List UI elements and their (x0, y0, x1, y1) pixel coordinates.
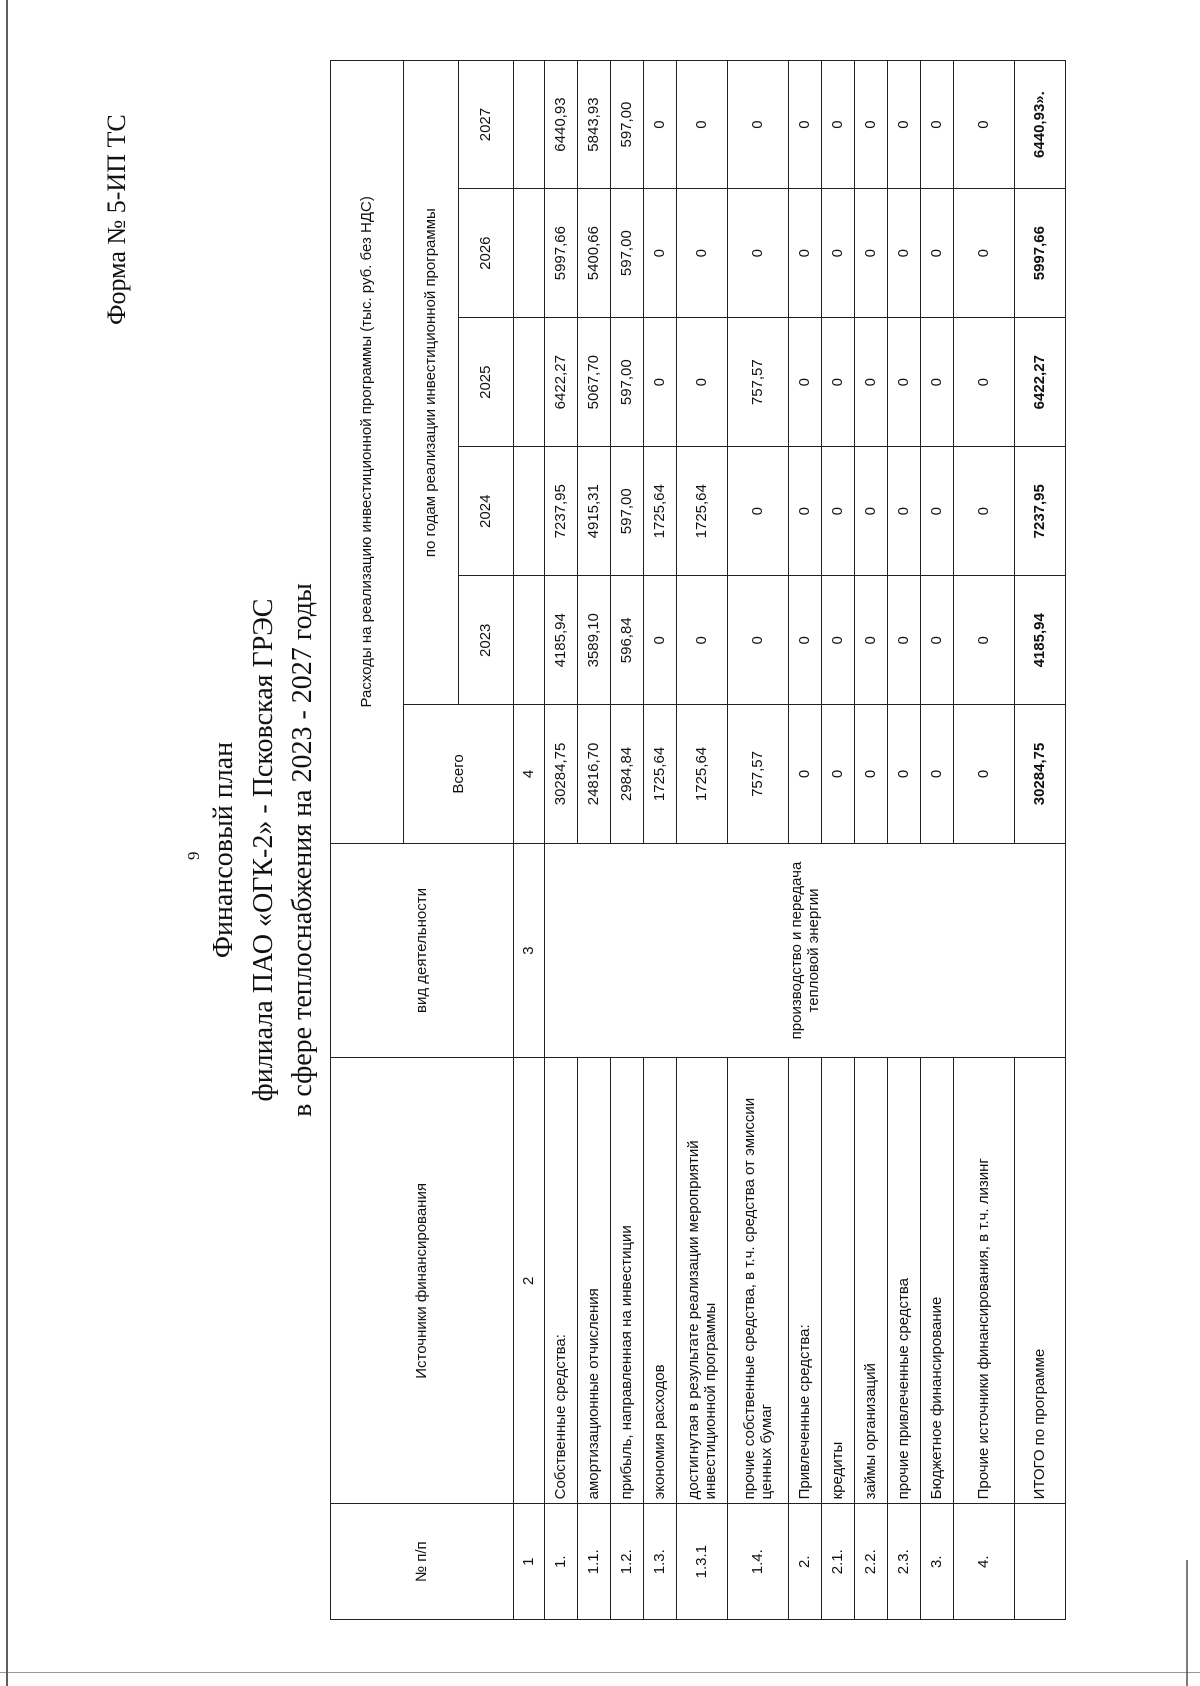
row-name: прочие привлеченные средства (888, 1058, 921, 1504)
row-value: 7237,95 (545, 447, 578, 576)
row-value: 1725,64 (677, 447, 728, 576)
row-total: 24816,70 (578, 705, 611, 843)
header-expenses: Расходы на реализацию инвестиционной программы (тыс. руб. без НДС) (331, 61, 404, 844)
row-value: 0 (644, 61, 677, 189)
row-value: 0 (855, 576, 888, 705)
row-value: 5997,66 (545, 189, 578, 318)
row-value: 0 (888, 576, 921, 705)
row-value: 0 (728, 189, 789, 318)
row-total: 0 (921, 705, 954, 843)
scan-edge-right (1186, 1560, 1188, 1686)
table-row (644, 61, 677, 1620)
row-name: достигнутая в результате реализации мероприятий инвестиционной программы (677, 1058, 728, 1504)
empty-cell (514, 189, 545, 318)
row-value: 0 (921, 318, 954, 447)
row-num: 1.3. (644, 1504, 677, 1620)
row-total: 0 (855, 705, 888, 843)
row-value: 5067,70 (578, 318, 611, 447)
row-value: 5400,66 (578, 189, 611, 318)
row-value: 597,00 (611, 318, 644, 447)
row-value: 0 (789, 61, 822, 189)
page-number: 9 (184, 851, 203, 860)
scan-edge-left (6, 0, 8, 1686)
row-value: 0 (855, 318, 888, 447)
row-num: 2.1. (822, 1504, 855, 1620)
title-line-3: в сфере теплоснабжения на 2023 - 2027 годы (287, 583, 318, 1117)
row-value: 0 (822, 61, 855, 189)
row-value: 0 (921, 447, 954, 576)
row-value: 0 (789, 576, 822, 705)
row-value: 0 (822, 189, 855, 318)
col-number: 2 (514, 1058, 545, 1504)
row-num: 1.1. (578, 1504, 611, 1620)
row-value: 0 (855, 447, 888, 576)
row-value: 0 (954, 576, 1015, 705)
total-row-value: 6440,93». (1015, 61, 1066, 189)
row-name: амортизационные отчисления (578, 1058, 611, 1504)
total-row-value: 6422,27 (1015, 318, 1066, 447)
table-row (611, 61, 644, 1620)
row-value: 0 (888, 189, 921, 318)
col-number: 3 (514, 843, 545, 1058)
empty-cell (1015, 1504, 1066, 1620)
header-year: 2026 (459, 189, 514, 318)
row-value: 0 (644, 318, 677, 447)
row-value: 0 (954, 447, 1015, 576)
table-row (789, 61, 822, 1620)
empty-cell (514, 447, 545, 576)
row-value: 0 (822, 447, 855, 576)
row-name: экономия расходов (644, 1058, 677, 1504)
table-row (578, 61, 611, 1620)
col-number: 4 (514, 705, 545, 843)
row-value: 0 (954, 318, 1015, 447)
row-value: 597,00 (611, 61, 644, 189)
row-value: 0 (789, 189, 822, 318)
total-row (1015, 61, 1066, 1620)
row-value: 6422,27 (545, 318, 578, 447)
row-value: 1725,64 (644, 447, 677, 576)
row-value: 0 (789, 447, 822, 576)
table-row (888, 61, 921, 1620)
table-row (954, 61, 1015, 1620)
row-total: 0 (954, 705, 1015, 843)
row-name: займы организаций (855, 1058, 888, 1504)
col-number: 1 (514, 1504, 545, 1620)
row-value: 0 (855, 189, 888, 318)
row-num: 1.2. (611, 1504, 644, 1620)
total-row-value: 7237,95 (1015, 447, 1066, 576)
row-value: 597,00 (611, 447, 644, 576)
row-num: 4. (954, 1504, 1015, 1620)
form-label: Форма № 5-ИП ТС (102, 114, 131, 325)
row-value: 0 (822, 576, 855, 705)
row-value: 0 (677, 318, 728, 447)
row-name: кредиты (822, 1058, 855, 1504)
header-year: 2023 (459, 576, 514, 705)
table-row (545, 61, 578, 1620)
row-name: прочие собственные средства, в т.ч. средства от эмиссии ценных бумаг (728, 1058, 789, 1504)
row-total: 0 (822, 705, 855, 843)
empty-cell (514, 576, 545, 705)
row-value: 597,00 (611, 189, 644, 318)
header-total: Всего (404, 705, 514, 843)
row-num: 1. (545, 1504, 578, 1620)
title-line-2: филиала ПАО «ОГК-2» - Псковская ГРЭС (248, 598, 279, 1102)
row-value: 0 (677, 61, 728, 189)
table-row (921, 61, 954, 1620)
table-row (855, 61, 888, 1620)
row-value: 0 (728, 576, 789, 705)
row-value: 3589,10 (578, 576, 611, 705)
row-value: 0 (644, 189, 677, 318)
row-value: 0 (728, 61, 789, 189)
row-num: 1.3.1 (677, 1504, 728, 1620)
header-year: 2027 (459, 61, 514, 189)
row-value: 0 (728, 447, 789, 576)
row-name: Собственные средства: (545, 1058, 578, 1504)
header-year: 2024 (459, 447, 514, 576)
row-value: 0 (644, 576, 677, 705)
row-value: 0 (888, 318, 921, 447)
row-total: 757,57 (728, 705, 789, 843)
total-row-value: 4185,94 (1015, 576, 1066, 705)
header-source: Источники финансирования (331, 1058, 514, 1504)
row-value: 6440,93 (545, 61, 578, 189)
row-name: Привлеченные средства: (789, 1058, 822, 1504)
title-line-1: Финансовый план (208, 741, 239, 959)
empty-cell (514, 318, 545, 447)
row-num: 2.2. (855, 1504, 888, 1620)
row-total: 0 (888, 705, 921, 843)
row-value: 0 (789, 318, 822, 447)
financial-plan-table (330, 60, 1066, 1620)
row-num: 3. (921, 1504, 954, 1620)
empty-cell (514, 61, 545, 189)
row-value: 0 (855, 61, 888, 189)
scan-edge-bottom (0, 1672, 1200, 1673)
row-value: 0 (954, 189, 1015, 318)
row-value: 0 (677, 576, 728, 705)
header-by-years: по годам реализации инвестиционной программы (404, 61, 459, 705)
row-total: 1725,64 (677, 705, 728, 843)
row-name: прибыль, направленная на инвестиции (611, 1058, 644, 1504)
row-total: 2984,84 (611, 705, 644, 843)
row-value: 0 (954, 61, 1015, 189)
table-row (728, 61, 789, 1620)
row-value: 0 (921, 189, 954, 318)
total-row-total: 30284,75 (1015, 705, 1066, 843)
header-year: 2025 (459, 318, 514, 447)
row-name: Прочие источники финансирования, в т.ч. лизинг (954, 1058, 1015, 1504)
row-value: 5843,93 (578, 61, 611, 189)
header-num: № п/п (331, 1504, 514, 1620)
row-num: 1.4. (728, 1504, 789, 1620)
total-row-value: 5997,66 (1015, 189, 1066, 318)
row-name: Бюджетное финансирование (921, 1058, 954, 1504)
rotated-page (40, 70, 1150, 1630)
row-value: 0 (888, 447, 921, 576)
row-num: 2. (789, 1504, 822, 1620)
table-row (822, 61, 855, 1620)
row-value: 0 (888, 61, 921, 189)
row-value: 0 (921, 576, 954, 705)
row-value: 4185,94 (545, 576, 578, 705)
table-row (677, 61, 728, 1620)
row-value: 4915,31 (578, 447, 611, 576)
activity-cell: производство и передача тепловой энергии (545, 843, 1066, 1058)
row-value: 0 (921, 61, 954, 189)
row-value: 596,84 (611, 576, 644, 705)
row-total: 30284,75 (545, 705, 578, 843)
row-num: 2.3. (888, 1504, 921, 1620)
row-total: 1725,64 (644, 705, 677, 843)
row-value: 0 (677, 189, 728, 318)
row-total: 0 (789, 705, 822, 843)
row-value: 757,57 (728, 318, 789, 447)
row-value: 0 (822, 318, 855, 447)
header-activity: вид деятельности (331, 843, 514, 1058)
total-row-name: ИТОГО по программе (1015, 1058, 1066, 1504)
